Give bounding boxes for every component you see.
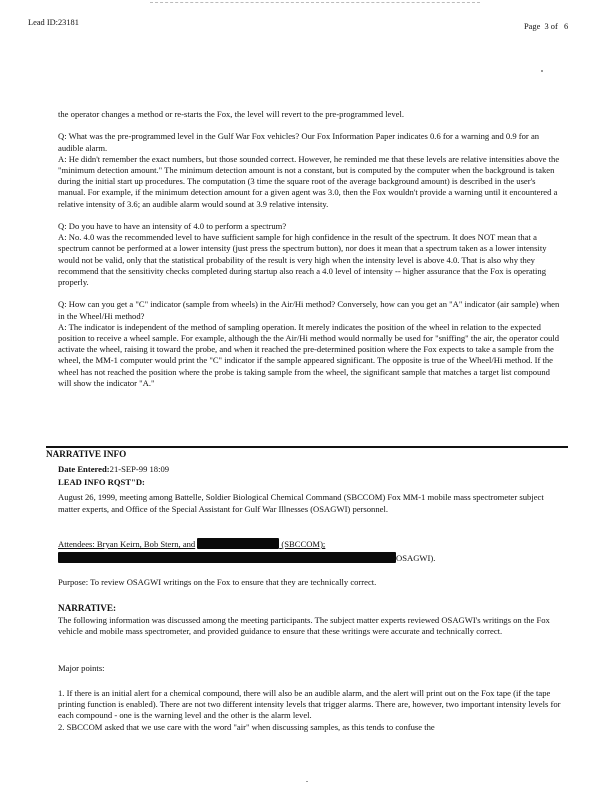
qa-item [58,299,562,389]
page-indicator [524,21,568,32]
major-points-list [58,688,562,733]
page-total: 6 [564,22,569,31]
list-item: 1. If there is an initial alert for a chemical compound, there will also be an audible alarm, and the alert will print out on the Fox tape (if the tape printing function is enabled). There are not two different intensity levels that trigger alarms. There are, however, two important intensity levels for each compound - one is the warning level and the other is the alarm level. [58,688,561,721]
narrative-info-heading: NARRATIVE INFO [46,449,127,459]
date-entered-value: 21-SEP-99 18:09 [109,464,170,474]
page-number: 3 [544,22,549,31]
redaction-bar [197,538,279,549]
meeting-description: August 26, 1999, meeting among Battelle, Soldier Biological Chemical Command (SBCCOM) Fox MM-1 mobile mass spectrometer subject matter experts, and Office of the Special Assistant for Gulf War Illnesses (OSAGWI) personnel. [58,492,544,514]
intro-paragraph: the operator changes a method or re-starts the Fox, the level will revert to the pre-programmed level. [58,109,405,119]
qa-item [58,221,562,288]
major-points-label: Major points: [58,663,105,673]
narrative-text: The following information was discussed among the meeting participants. The subject matter experts reviewed OSAGWI's writings on the Fox vehicle and mobile mass spectrometer, and provided guidance to ensure that these writings were accurate and technically correct. [58,615,550,637]
attendees-block [58,538,562,564]
list-item: 2. SBCCOM asked that we use care with the word "air" when discussing samples, as this tends to confuse the [58,721,435,732]
redaction-bar [58,552,396,563]
narrative-info-body [58,464,562,515]
question-text: Q: How can you get a "C" indicator (sample from wheels) in the Air/Hi method? Conversely, how can you get an "A" indicator (air sample) when in the Wheel/Hi method? [58,299,560,321]
qa-item [58,131,562,209]
answer-text: A: No. 4.0 was the recommended level to have sufficient sample for high confidence in the result of the spectrum. It does NOT mean that a spectrum cannot be performed at a lower intensity (just press the spectrum button), nor does it mean that a spectrum taken as a lower intensity would not be valid, only that the statistical probability of the result is very high when the intensity level is above 4.0. That is also why they recommend that the sensitivity checks completed during startup also reach a 4.0 level of intensity -- higher assurance that the Fox is operating properly. [58,232,547,288]
lead-id: Lead ID:23181 [28,18,79,27]
date-entered-row [58,464,562,475]
of-label: of [550,22,558,31]
answer-text: A: The indicator is independent of the method of sampling operation. It merely indicates the position of the wheel in relation to the expected position to receive a wheel sample. For example, although the the Air/Hi method would normally be used for "sniffing" the air, the operator could activate the wheel, raising it toward the probe, and when it reached the pre-determined position where the Fox expects to take a sample from the wheel, the MM-1 computer would print the "C" indicator if the sample appeared significant. The opposite is true of the Wheel/Hi method. If the wheel has not reached the position where the probe is taking sample from the wheel, the significant sample that matches a target list compound will show the indicator "A." [58,321,560,388]
section-divider [46,446,568,448]
question-text: Q: What was the pre-programmed level in the Gulf War Fox vehicles? Our Fox Information Paper indicates 0.6 for a warning and 0.9 for an audible alarm. [58,131,540,153]
answer-text: A: He didn't remember the exact numbers, but those sounded correct. However, he reminded me that these levels are relative intensities above the "minimum detection amount." The minimum detection amount is not a constant, but is computed by the computer when the background is taken during the initial start up procedures. The computation (3 time the square root of the average background amount) is described in the user's manual. For example, if the minimum detection amount for a given agent was 3.0, then the Fox wouldn't provide a warning until it encountered a relative intensity of 3.6; an audible alarm would sound at 3.9 relative intensity. [58,153,560,209]
qa-section [58,109,562,400]
purpose-text: Purpose: To review OSAGWI writings on the Fox to ensure that they are technically correct. [58,577,377,587]
scan-top-border [150,2,480,3]
lead-info-label: LEAD INFO RQST"D: [58,477,145,488]
question-text: Q: Do you have to have an intensity of 4.0 to perform a spectrum? [58,221,287,231]
scan-speck [306,781,308,782]
attendees-sbccom: (SBCCOM); [281,539,326,549]
attendees-prefix: Attendees: Bryan Keirn, Bob Stern, and [58,539,196,549]
scan-speck [541,70,543,72]
attendees-line [58,538,562,550]
page-label: Page [524,22,541,31]
narrative-heading: NARRATIVE: [58,603,117,613]
attendees-osagwi: OSAGWI). [396,553,436,564]
date-entered-label: Date Entered: [58,464,110,474]
attendees-line-2 [58,552,562,564]
